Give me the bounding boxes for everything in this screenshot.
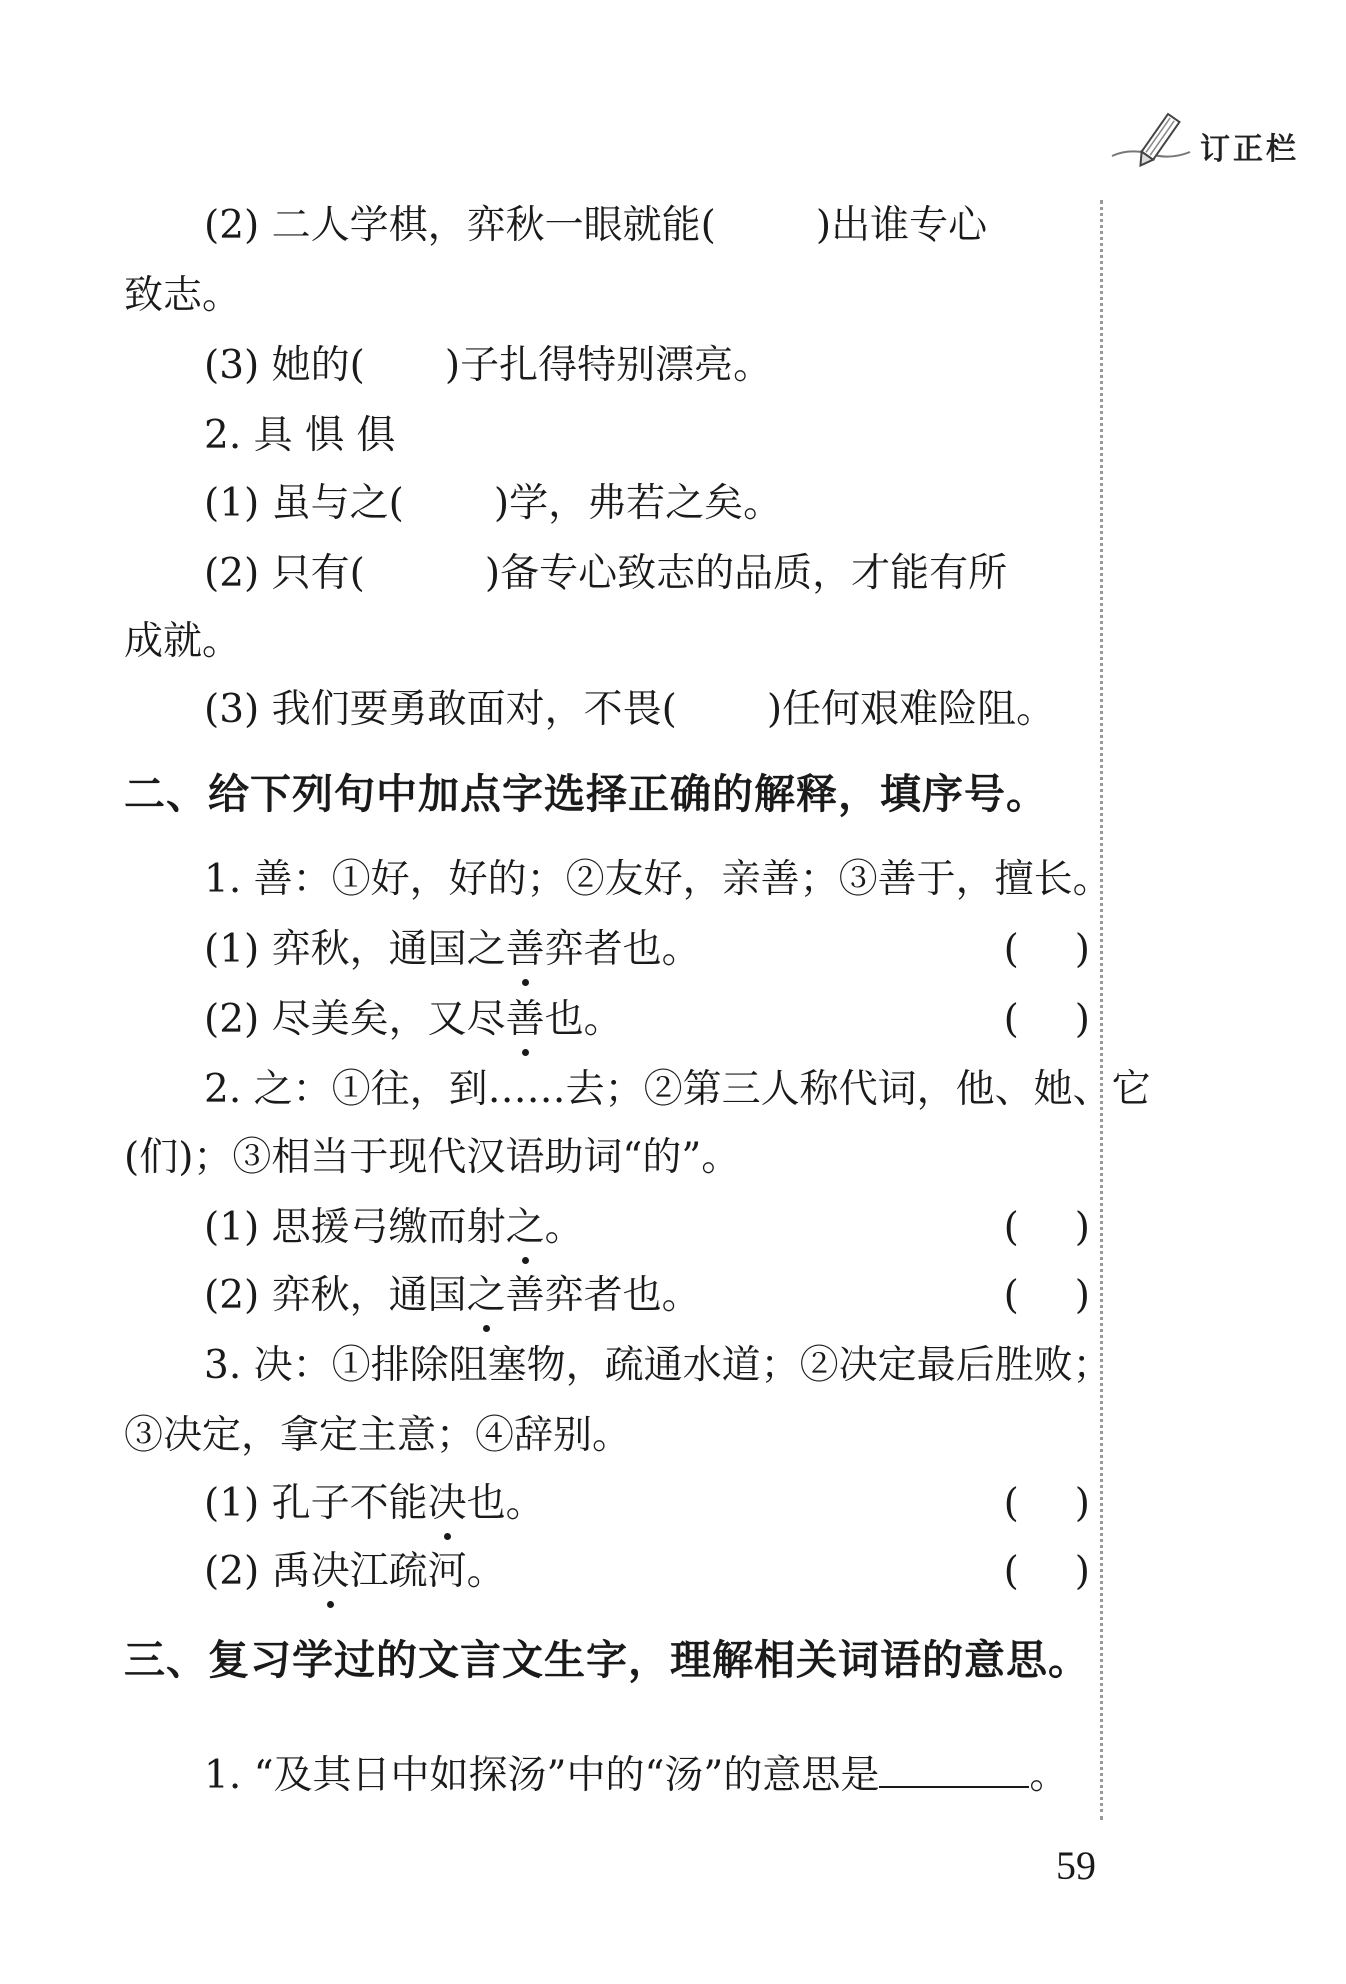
correction-column-label: 订正栏 <box>1200 132 1299 167</box>
item-2-3 <box>204 680 1090 740</box>
item-text: )子扎得特别漂亮。 <box>444 343 773 388</box>
answer-blank[interactable] <box>990 1198 1090 1258</box>
paren-close: ) <box>1074 1205 1090 1250</box>
item-text: 1. “及其日中如探汤”中的“汤”的意思是 <box>204 1753 880 1798</box>
dotted-char: 之 <box>506 1198 545 1258</box>
answer-blank[interactable] <box>990 920 1090 980</box>
group-2-title: 2. 具 惧 俱 <box>204 413 396 458</box>
item-2-2-cont: 成就。 <box>124 619 242 664</box>
dotted-char: 之 <box>467 1266 506 1326</box>
paren-open: ( <box>1003 1549 1019 1594</box>
paren-close: ) <box>1074 1549 1090 1594</box>
answer-blank[interactable] <box>990 990 1090 1050</box>
item-1-2 <box>204 196 1090 256</box>
item-text: 江疏河。 <box>349 1549 506 1594</box>
item-text: 也。 <box>544 997 623 1042</box>
fill-in-blank[interactable] <box>879 1746 1029 1788</box>
item-text: )出谁专心 <box>815 203 988 248</box>
dotted-divider <box>1100 200 1103 1820</box>
def-3-cont: ③决定，拿定主意；④辞别。 <box>124 1413 632 1458</box>
item-text: (3) 我们要勇敢面对，不畏( <box>204 687 677 732</box>
item-text: (1) 思援弓缴而射 <box>204 1205 506 1250</box>
q-3-section-1 <box>204 1746 1090 1806</box>
item-1-2-cont: 致志。 <box>124 273 242 318</box>
item-text: (3) 她的( <box>204 343 365 388</box>
item-text: (2) 弈秋，通国 <box>204 1273 467 1318</box>
q-1-2 <box>204 990 1090 1050</box>
item-1-3 <box>204 336 1090 396</box>
paren-close: ) <box>1074 1481 1090 1526</box>
item-text: 弈者也。 <box>544 927 701 972</box>
page-number: 59 <box>1056 1843 1096 1888</box>
item-text: )任何艰难险阻。 <box>766 687 1056 732</box>
item-text: 。 <box>544 1205 584 1250</box>
answer-blank[interactable] <box>990 1474 1090 1534</box>
item-text: (1) 孔子不能 <box>204 1481 428 1526</box>
item-text: (2) 二人学棋，弈秋一眼就能( <box>204 203 716 248</box>
dotted-char: 善 <box>506 990 545 1050</box>
def-2-cont: (们)；③相当于现代汉语助词“的”。 <box>124 1135 741 1180</box>
item-text: (1) 弈秋，通国之 <box>204 927 506 972</box>
dotted-char: 决 <box>311 1542 350 1602</box>
dotted-char: 善 <box>506 920 545 980</box>
q-2-1 <box>204 1198 1090 1258</box>
def-2: 2. 之：①往，到……去；②第三人称代词，他、她、它 <box>204 1067 1151 1112</box>
item-text: )学，弗若之矣。 <box>493 481 783 526</box>
dotted-char: 决 <box>428 1474 467 1534</box>
item-text: )备专心致志的品质，才能有所 <box>484 551 1008 596</box>
paren-close: ) <box>1074 997 1090 1042</box>
item-2-2 <box>204 544 1090 604</box>
paren-close: ) <box>1074 1273 1090 1318</box>
item-text: 也。 <box>466 1481 545 1526</box>
item-text: (2) 尽美矣，又尽 <box>204 997 506 1042</box>
paren-close: ) <box>1074 927 1090 972</box>
answer-blank[interactable] <box>990 1266 1090 1326</box>
item-text: 善弈者也。 <box>505 1273 701 1318</box>
paren-open: ( <box>1003 997 1019 1042</box>
paren-open: ( <box>1003 1273 1019 1318</box>
paren-open: ( <box>1003 1481 1019 1526</box>
section-3-heading: 三、复习学过的文言文生字，理解相关词语的意思。 <box>124 1636 1090 1684</box>
answer-blank[interactable] <box>990 1542 1090 1602</box>
q-2-2 <box>204 1266 1090 1326</box>
item-text: (1) 虽与之( <box>204 481 404 526</box>
section-2-heading: 二、给下列句中加点字选择正确的解释，填序号。 <box>124 770 1048 818</box>
item-text: (2) 只有( <box>204 551 365 596</box>
def-3: 3. 决：①排除阻塞物，疏通水道；②决定最后胜败； <box>204 1343 1112 1388</box>
q-3-1 <box>204 1474 1090 1534</box>
paren-open: ( <box>1003 927 1019 972</box>
q-3-2 <box>204 1542 1090 1602</box>
item-text: (2) 禹 <box>204 1549 311 1594</box>
item-2-1 <box>204 474 1090 534</box>
item-text: 。 <box>1029 1753 1069 1798</box>
def-1: 1. 善：①好，好的；②友好，亲善；③善于，擅长。 <box>204 857 1112 902</box>
paren-open: ( <box>1003 1205 1019 1250</box>
q-1-1 <box>204 920 1090 980</box>
